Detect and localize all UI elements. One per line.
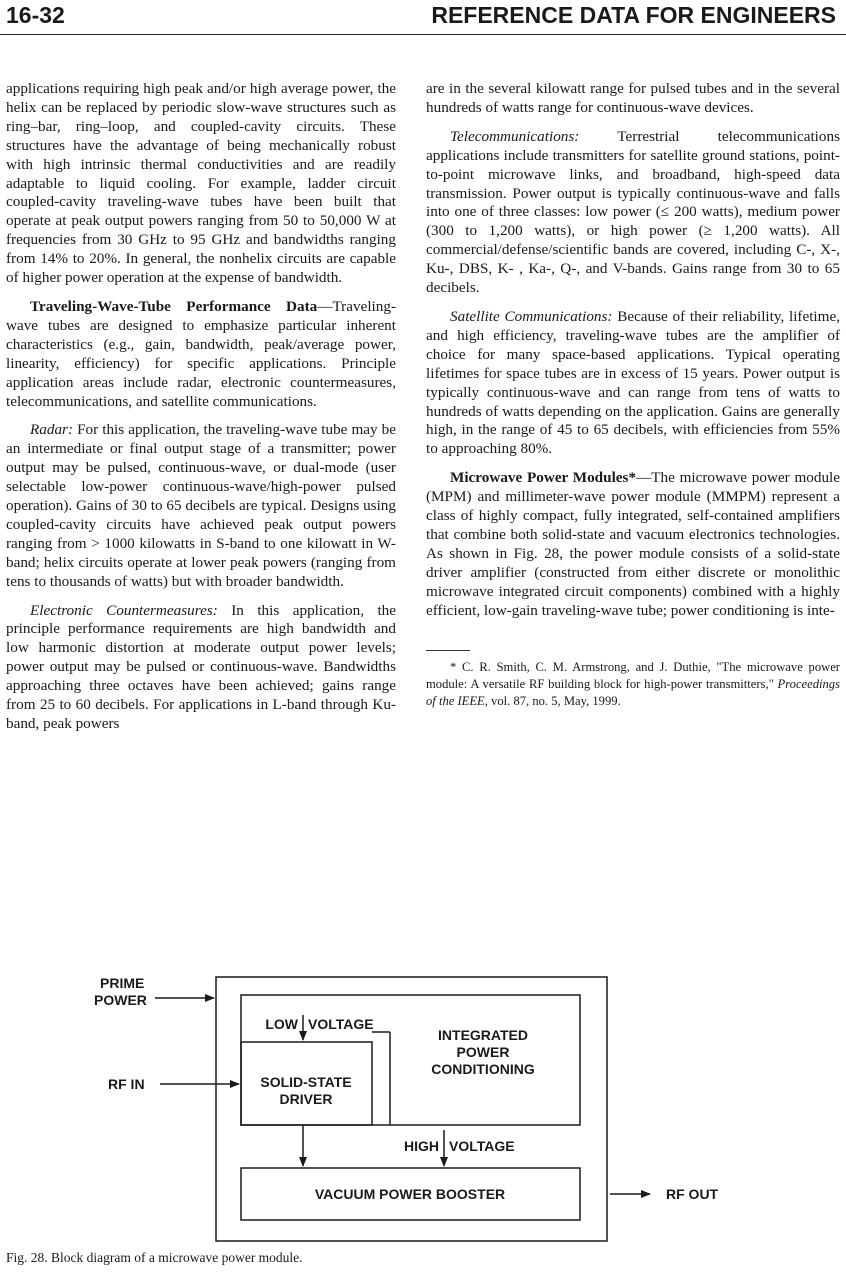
paragraph-text: —Traveling-wave tubes are designed to emphasize particular inherent characteristics (e.g., gain, bandwidth, peak/average power, linearity, efficiency) for specific applications. Principle application areas include radar, electronic countermeasures, telecommunications, and satellite communications.: [6, 297, 396, 410]
prime-power-label: POWER: [94, 992, 147, 1008]
solid-state-driver-label: DRIVER: [279, 1091, 333, 1107]
footnote-tail: vol. 87, no. 5, May, 1999.: [487, 694, 621, 709]
paragraph-text: Terrestrial telecommunications applications include transmitters for satellite ground stations, point-to-point microwave links, and broadband, high-speed data transmission. Power output is typically continuous-wave and falls into one of three classes: low power (≤ 200 watts), medium power (300 to 1,200 watts), or high power (≥ 1,200 watts). All commercial/defense/scientific bands are covered, including C-, X-, Ku-, DBS, K- , Ka-, Q-, and V-bands. Gains range from 30 to 65 decibels.: [426, 127, 840, 297]
section-heading: Microwave Power Modules*: [450, 469, 637, 487]
right-column: [426, 80, 840, 720]
solid-state-driver-label: SOLID-STATE: [260, 1074, 352, 1090]
vacuum-power-booster-label: VACUUM POWER BOOSTER: [314, 1186, 506, 1202]
rf-out-label: RF OUT: [666, 1186, 719, 1202]
paragraph: [6, 421, 396, 591]
prime-power-label: PRIME: [100, 975, 145, 991]
paragraph: [426, 128, 840, 298]
low-label: LOW: [265, 1016, 298, 1032]
footnote-divider: [426, 650, 470, 651]
footnote-journal: Proceedings of the IEEE,: [426, 677, 840, 709]
footnote: [426, 659, 840, 710]
power-conditioning-label: CONDITIONING: [431, 1061, 535, 1077]
running-title: REFERENCE DATA FOR ENGINEERS: [431, 2, 836, 28]
subsection-heading: Telecommunications:: [450, 127, 580, 145]
block-diagram: [0, 960, 846, 1250]
paragraph-text: —The microwave power module (MPM) and millimeter-wave power module (MMPM) represent a class of highly compact, fully integrated, self-contained amplifiers that combine both solid-state and vacuum electronics technologies. As shown in Fig. 28, the power module consists of a solid-state driver amplifier (constructed from either discrete or monolithic microwave integrated circuit components) combined with a highly efficient, low-gain traveling-wave tube; power conditioning is inte-: [426, 469, 840, 619]
high-label: HIGH: [404, 1138, 439, 1154]
paragraph-text: applications requiring high peak and/or high average power, the helix can be replaced by periodic slow-wave structures such as ring–bar, ring–loop, and coupled-cavity circuits. These structures have the advantage of being mechanically robust with high intrinsic thermal conductivities and are readily adaptable to liquid cooling. For example, ladder circuit coupled-cavity traveling-wave tubes have been built that operate at peak output powers ranging from 50 to 50,000 W at frequencies from 30 GHz to 95 GHz and bandwidths ranging from 14% to 20%. In general, the nonhelix circuits are capable of higher power operation at the expense of bandwidth.: [6, 80, 396, 287]
paragraph-text: In this application, the principle performance requirements are high bandwidth and low harmonic distortion at moderate output power levels; power output may be pulsed or continuous-wave. Bandwidths approaching three octaves have been achieved; gains range from 25 to 60 decibels. For applications in L-band through Ku-band, peak powers: [6, 601, 397, 732]
paragraph: [426, 308, 840, 459]
paragraph: [426, 80, 840, 118]
footnote-text: * C. R. Smith, C. M. Armstrong, and J. Duthie, "The microwave power module: A versatile RF building block for high-power transmitters,": [426, 660, 840, 692]
power-conditioning-label: INTEGRATED: [438, 1027, 528, 1043]
paragraph-text: are in the several kilowatt range for pulsed tubes and in the several hundreds of watts range for continuous-wave devices.: [426, 80, 840, 116]
paragraph-text: Because of their reliability, lifetime, and high efficiency, traveling-wave tubes are the amplifier of choice for many space-based applications. Typical operating lifetimes for space tubes are in excess of 15 years. Power output is typically continuous-wave and can range from tens of watts to hundreds of watts depending on the application. Gains are generally high, in the range of 45 to 65 decibels, with efficiencies from 55% to approaching 80%.: [426, 307, 841, 458]
page-number: 16-32: [6, 2, 65, 28]
paragraph-text: For this application, the traveling-wave tube may be an intermediate or final output stage of a transmitter; power output may be pulsed, continuous-wave, or dual-mode (user selectable low-power continuous-wave/high-power pulsed operation). Gains of 30 to 65 decibels are typical. Designs using coupled-cavity circuits have achieved peak output powers ranging from > 1000 kilowatts in S-band to one kilowatt in W-band; helix circuits operate at lower peak powers (ranging from tens to thousands of watts) but with broader bandwidth.: [6, 421, 396, 590]
voltage-label: VOLTAGE: [449, 1138, 515, 1154]
subsection-heading: Electronic Countermeasures:: [30, 601, 218, 619]
voltage-label: VOLTAGE: [308, 1016, 374, 1032]
left-column: [6, 80, 396, 744]
figure-caption: Fig. 28. Block diagram of a microwave power module.: [6, 1250, 303, 1265]
paragraph: [6, 602, 396, 734]
paragraph: [6, 298, 396, 411]
subsection-heading: Radar:: [30, 421, 74, 439]
power-conditioning-label: POWER: [456, 1044, 510, 1060]
rf-in-label: RF IN: [108, 1076, 145, 1092]
subsection-heading: Satellite Communications:: [450, 307, 613, 325]
paragraph: [6, 80, 396, 288]
page-header: [0, 0, 846, 35]
section-heading: Traveling-Wave-Tube Performance Data: [30, 297, 318, 315]
paragraph: [426, 469, 840, 620]
